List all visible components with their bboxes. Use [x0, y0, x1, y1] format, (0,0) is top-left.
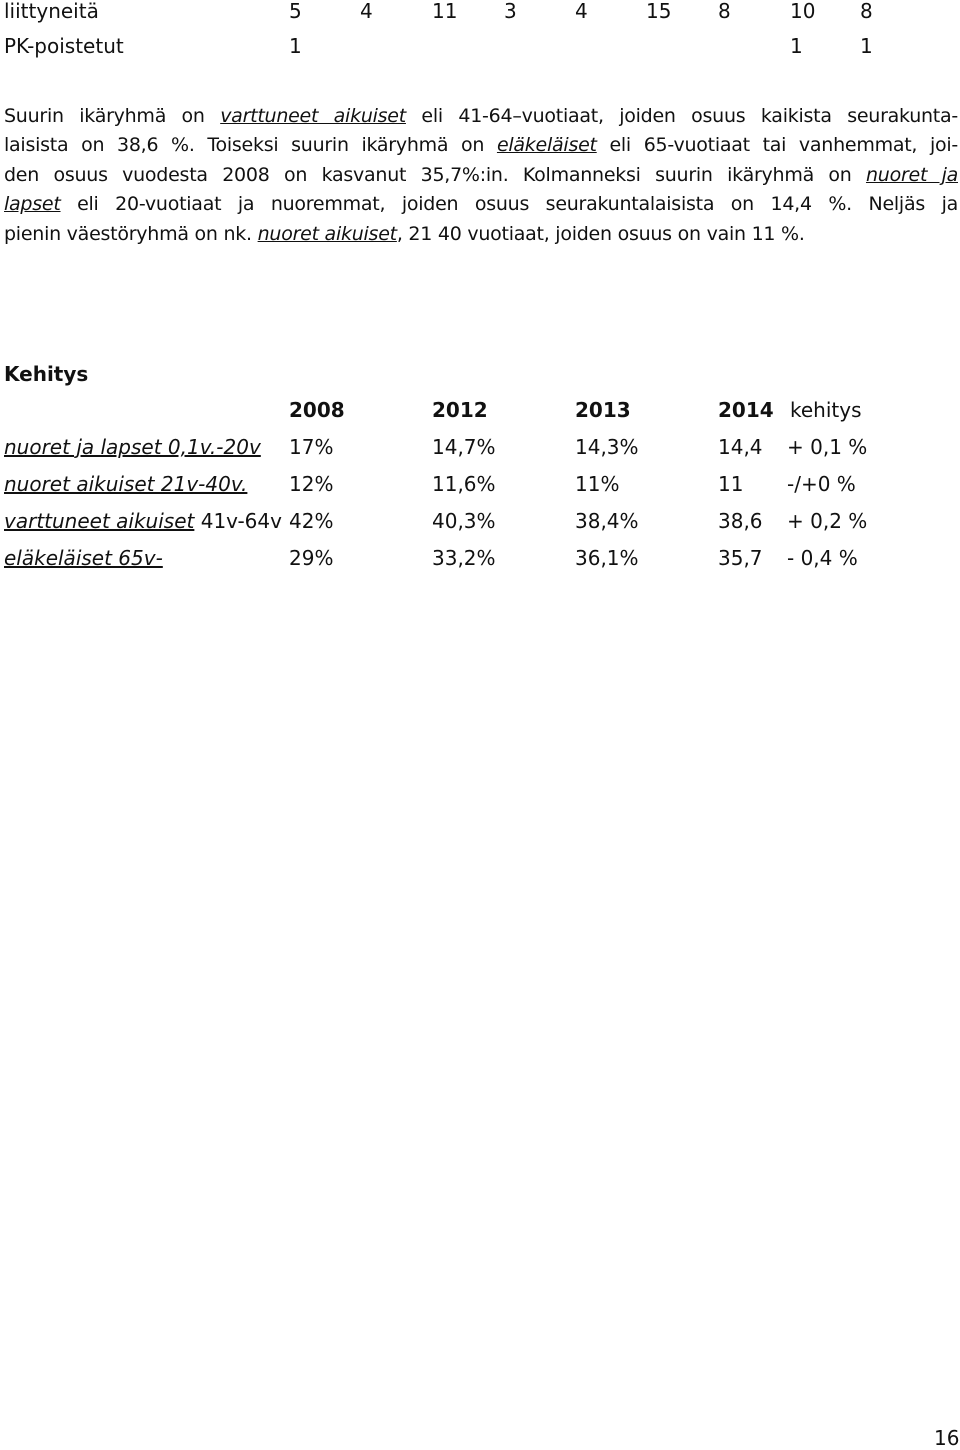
- cell: + 0,2 %: [787, 509, 868, 533]
- cell: 14,4: [718, 435, 763, 459]
- cell: 36,1%: [575, 546, 639, 570]
- paragraph-line: [4, 190, 958, 219]
- underlined-term: lapset: [4, 193, 61, 216]
- row-label: [4, 469, 247, 499]
- underlined-term: varttuneet aikuiset: [4, 509, 195, 533]
- underlined-term: nuoret aikuiset 21v-40v.: [4, 472, 248, 496]
- text: eli 65-vuotiaat tai vanhemmat, joi-: [596, 134, 958, 157]
- underlined-term: eläkeläiset: [496, 134, 597, 157]
- text: eli 20-vuotiaat ja nuoremmat, joiden osuus seurakuntalaisista on 14,4 %. Neljäs ja: [60, 193, 958, 216]
- row-label: PK-poistetut: [4, 34, 124, 58]
- row-label: liittyneitä: [4, 0, 99, 23]
- cell: 38,4%: [575, 509, 639, 533]
- column-header: 2014: [718, 398, 774, 422]
- row-label: [4, 432, 261, 462]
- text: pienin väestöryhmä on nk.: [4, 222, 258, 245]
- stats-row-liittyneita: [0, 0, 960, 26]
- cell: 8: [718, 0, 731, 23]
- underlined-term: nuoret ja lapset 0,1v.-20v: [4, 435, 261, 459]
- paragraph-line: [4, 102, 958, 131]
- cell: 38,6: [718, 509, 763, 533]
- cell: + 0,1 %: [787, 435, 868, 459]
- table-row: [0, 469, 960, 499]
- cell: 8: [860, 0, 873, 23]
- text: eli 41-64–vuotiaat, joiden osuus kaikista seurakunta-: [405, 105, 958, 127]
- paragraph-line: [4, 161, 958, 190]
- cell: 3: [504, 0, 517, 23]
- paragraph-line: [4, 220, 958, 249]
- cell: 12%: [289, 472, 334, 496]
- underlined-term: nuoret ja: [865, 163, 958, 186]
- table-row: [0, 506, 960, 536]
- row-label: [4, 543, 163, 573]
- table-row: [0, 432, 960, 462]
- cell: 33,2%: [432, 546, 496, 570]
- text: Suurin ikäryhmä on: [4, 105, 221, 127]
- page-number: 16: [934, 1426, 960, 1450]
- underlined-term: varttuneet aikuiset: [220, 105, 406, 127]
- cell: 1: [790, 34, 803, 58]
- cell: 14,3%: [575, 435, 639, 459]
- text: 41v-64v: [194, 509, 282, 533]
- cell: 4: [575, 0, 588, 23]
- cell: 5: [289, 0, 302, 23]
- cell: 11,6%: [432, 472, 496, 496]
- row-label: [4, 506, 282, 536]
- cell: - 0,4 %: [787, 546, 858, 570]
- stats-row-pk-poistetut: [0, 31, 960, 61]
- cell: 17%: [289, 435, 334, 459]
- cell: 42%: [289, 509, 334, 533]
- cell: 10: [790, 0, 816, 23]
- text: laisista on 38,6 %. Toiseksi suurin ikäryhmä on: [4, 134, 497, 157]
- underlined-term: nuoret aikuiset: [257, 222, 397, 245]
- cell: 1: [860, 34, 873, 58]
- cell: 40,3%: [432, 509, 496, 533]
- body-paragraph: [4, 102, 958, 249]
- cell: 4: [360, 0, 373, 23]
- cell: 11: [718, 472, 744, 496]
- paragraph-line: [4, 131, 958, 160]
- cell: 11%: [575, 472, 620, 496]
- column-header: 2008: [289, 398, 345, 422]
- table-row: [0, 543, 960, 573]
- cell: 1: [289, 34, 302, 58]
- column-header: kehitys: [790, 398, 862, 422]
- cell: 29%: [289, 546, 334, 570]
- cell: 15: [646, 0, 672, 23]
- text: , 21 40 vuotiaat, joiden osuus on vain 11 %.: [396, 222, 805, 245]
- column-header: 2013: [575, 398, 631, 422]
- cell: 11: [432, 0, 458, 23]
- text: den osuus vuodesta 2008 on kasvanut 35,7%:in. Kolmanneksi suurin ikäryhmä on: [4, 163, 866, 186]
- section-title: Kehitys: [4, 362, 89, 386]
- table-header-row: [0, 395, 960, 425]
- cell: 14,7%: [432, 435, 496, 459]
- cell: -/+0 %: [787, 472, 856, 496]
- underlined-term: eläkeläiset 65v-: [4, 546, 163, 570]
- column-header: 2012: [432, 398, 488, 422]
- cell: 35,7: [718, 546, 763, 570]
